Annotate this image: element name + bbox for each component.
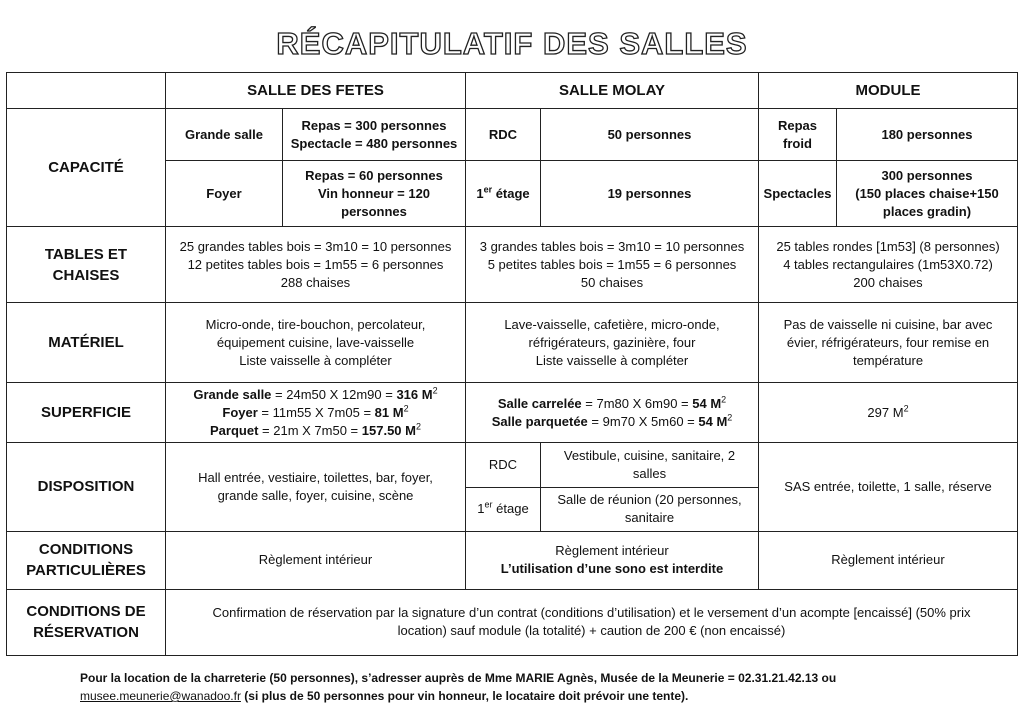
row-label-disposition: DISPOSITION [7, 442, 166, 531]
header-row [7, 73, 1018, 109]
module-conditions: Règlement intérieur [759, 531, 1018, 589]
molay-rdc-label: RDC [466, 109, 541, 161]
row-disposition-1 [7, 442, 1018, 487]
module-repas-froid-label: Repas froid [759, 109, 837, 161]
row-capacite-1 [7, 109, 1018, 161]
row-conditions-reservation [7, 589, 1018, 655]
fetes-conditions: Règlement intérieur [166, 531, 466, 589]
corner-cell [7, 73, 166, 109]
fetes-foyer-capacity: Repas = 60 personnes Vin honneur = 120 personnes [283, 161, 466, 227]
molay-conditions: Règlement intérieur L’utilisation d’une sono est interdite [466, 531, 759, 589]
module-repas-froid-capacity: 180 personnes [837, 109, 1018, 161]
contact-email-link[interactable]: musee.meunerie@wanadoo.fr [80, 689, 241, 703]
row-tables-chaises [7, 227, 1018, 303]
fetes-grande-salle-capacity: Repas = 300 personnes Spectacle = 480 personnes [283, 109, 466, 161]
molay-tables: 3 grandes tables bois = 3m10 = 10 personnes 5 petites tables bois = 1m55 = 6 personnes 50 chaises [466, 227, 759, 303]
module-superficie: 297 $M^2$ [759, 383, 1018, 442]
molay-etage-capacity: 19 personnes [541, 161, 759, 227]
footer-note: Pour la location de la charreterie (50 personnes), s’adresser auprès de Mme MARIE Agnès, Musée de la Meunerie = 02.31.21.42.13 ou musee.meunerie@wanadoo.fr (si plus de 50 personnes pour vin honneur, le locataire doit prévoir une tente). [80, 671, 837, 703]
row-label-conditions-particulieres: CONDITIONS PARTICULIÈRES [7, 531, 166, 589]
fetes-foyer-label: Foyer [166, 161, 283, 227]
row-label-superficie: SUPERFICIE [7, 383, 166, 442]
page-title: RÉCAPITULATIF DES SALLES [276, 26, 748, 61]
molay-superficie: Salle carrelée = 7m80 X 6m90 = 54 $M^2$ Salle parquetée = 9m70 X 5m60 = 54 $M^2$ [466, 383, 759, 442]
molay-disposition-rdc: Vestibule, cuisine, sanitaire, 2 salles [541, 442, 759, 487]
molay-materiel: Lave-vaisselle, cafetière, micro-onde, réfrigérateurs, gazinière, four Liste vaisselle à compléter [466, 303, 759, 383]
fetes-disposition: Hall entrée, vestiaire, toilettes, bar, foyer, grande salle, foyer, cuisine, scène [166, 442, 466, 531]
col-header-module: MODULE [759, 73, 1018, 109]
module-disposition: SAS entrée, toilette, 1 salle, réserve [759, 442, 1018, 531]
row-label-tables-chaises: TABLES ET CHAISES [7, 227, 166, 303]
col-header-salle-des-fetes: SALLE DES FETES [166, 73, 466, 109]
row-superficie [7, 383, 1018, 442]
fetes-materiel: Micro-onde, tire-bouchon, percolateur, équipement cuisine, lave-vaisselle Liste vaisselle à compléter [166, 303, 466, 383]
molay-etage-label: 1er étage [466, 161, 541, 227]
module-materiel: Pas de vaisselle ni cuisine, bar avec évier, réfrigérateurs, four remise en température [759, 303, 1018, 383]
row-materiel [7, 303, 1018, 383]
row-label-capacite: CAPACITÉ [7, 109, 166, 227]
fetes-superficie: Grande salle = 24m50 X 12m90 = 316 $M^2$ Foyer = 11m55 X 7m05 = 81 $M^2$ Parquet = 21m X 7m50 = 157.50 $M^2$ [166, 383, 466, 442]
molay-disposition-etage: Salle de réunion (20 personnes, sanitaire [541, 487, 759, 531]
row-label-conditions-reservation: CONDITIONS DE RÉSERVATION [7, 589, 166, 655]
module-tables: 25 tables rondes [1m53] (8 personnes) 4 tables rectangulaires (1m53X0.72) 200 chaises [759, 227, 1018, 303]
fetes-grande-salle-label: Grande salle [166, 109, 283, 161]
reservation-conditions-text: Confirmation de réservation par la signature d’un contrat (conditions d’utilisation) et le versement d’un acompte [encaissé] (50% prix location) sauf module (la totalité) + caution de 200 € (non encaissé) [166, 589, 1018, 655]
col-header-salle-molay: SALLE MOLAY [466, 73, 759, 109]
row-label-materiel: MATÉRIEL [7, 303, 166, 383]
row-conditions-particulieres [7, 531, 1018, 589]
rooms-summary-table [6, 72, 1018, 656]
molay-disposition-rdc-label: RDC [466, 442, 541, 487]
module-spectacles-label: Spectacles [759, 161, 837, 227]
molay-disposition-etage-label: 1er étage [466, 487, 541, 531]
molay-rdc-capacity: 50 personnes [541, 109, 759, 161]
module-spectacles-capacity: 300 personnes (150 places chaise+150 places gradin) [837, 161, 1018, 227]
fetes-tables: 25 grandes tables bois = 3m10 = 10 personnes 12 petites tables bois = 1m55 = 6 personnes 288 chaises [166, 227, 466, 303]
